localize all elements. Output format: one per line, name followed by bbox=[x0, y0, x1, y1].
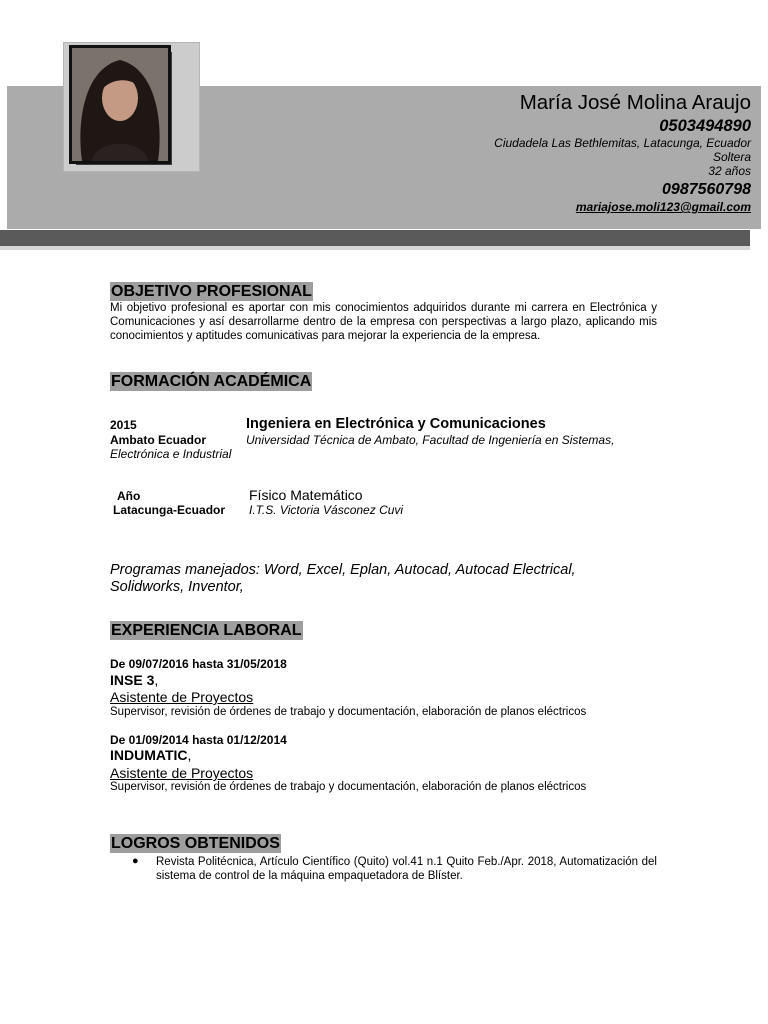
job-dates: De 01/09/2014 hasta 01/12/2014 bbox=[110, 733, 287, 747]
contact-block bbox=[494, 90, 751, 214]
job-description: Supervisor, revisión de órdenes de trabajo y documentación, elaboración de planos eléctricos bbox=[110, 781, 587, 793]
achievement-item: Revista Politécnica, Artículo Científico (Quito) vol.41 n.1 Quito Feb./Apr. 2018, Automatización del sistema de control de la máquina empaquetadora de Blíster. bbox=[156, 856, 657, 882]
education-institution-cont: Electrónica e Industrial bbox=[110, 447, 232, 461]
section-title-logros: LOGROS OBTENIDOS bbox=[111, 835, 280, 852]
job-company-line: INSE 3, bbox=[110, 672, 159, 688]
section-title-objetivo: OBJETIVO PROFESIONAL bbox=[111, 283, 312, 300]
profile-photo bbox=[69, 45, 171, 164]
job-company: INSE 3 bbox=[110, 672, 155, 688]
education-location: Latacunga-Ecuador bbox=[113, 503, 226, 517]
education-year: Año bbox=[117, 489, 141, 503]
candidate-name: María José Molina Araujo bbox=[519, 91, 751, 114]
bullet-icon: ● bbox=[132, 855, 139, 867]
education-location: Ambato Ecuador bbox=[110, 433, 207, 447]
job-role: Asistente de Proyectos bbox=[110, 689, 254, 705]
id-number: 0503494890 bbox=[659, 117, 751, 135]
marital-status: Soltera bbox=[712, 150, 751, 164]
section-title-experiencia: EXPERIENCIA LABORAL bbox=[111, 622, 302, 639]
education-degree: Físico Matemático bbox=[249, 487, 363, 503]
profile-photo-image bbox=[72, 48, 168, 161]
job-role: Asistente de Proyectos bbox=[110, 765, 254, 781]
address: Ciudadela Las Bethlemitas, Latacunga, Ecuador bbox=[494, 136, 751, 150]
job-company-line: INDUMATIC, bbox=[110, 747, 192, 763]
phone-number: 0987560798 bbox=[662, 181, 751, 198]
education-institution: I.T.S. Victoria Vásconez Cuvi bbox=[249, 503, 404, 517]
email-link[interactable]: mariajose.moli123@gmail.com bbox=[575, 200, 751, 214]
age: 32 años bbox=[708, 164, 751, 178]
education-degree: Ingeniera en Electrónica y Comunicaciones bbox=[246, 416, 546, 432]
education-institution: Universidad Técnica de Ambato, Facultad de Ingeniería en Sistemas, bbox=[246, 433, 615, 447]
software-skills-cont: Solidworks, Inventor, bbox=[110, 579, 244, 595]
job-description: Supervisor, revisión de órdenes de trabajo y documentación, elaboración de planos eléctricos bbox=[110, 706, 587, 718]
software-skills: Programas manejados: Word, Excel, Eplan, Autocad, Autocad Electrical, bbox=[110, 562, 576, 578]
header-divider-bar bbox=[0, 230, 750, 246]
objetivo-text: Mi objetivo profesional es aportar con mis conocimientos adquiridos durante mi carrera en Electrónica y Comunicaciones y así desarrollarme dentro de la empresa con perspectivas a largo plazo, aplicando mis conocimientos y aptitudes comunicativas para mejorar la experiencia de la empresa. bbox=[110, 302, 657, 342]
job-dates: De 09/07/2016 hasta 31/05/2018 bbox=[110, 657, 287, 671]
section-title-formacion: FORMACIÓN ACADÉMICA bbox=[111, 373, 312, 390]
header-divider-shadow bbox=[0, 246, 750, 250]
job-company: INDUMATIC bbox=[110, 747, 188, 763]
education-year: 2015 bbox=[110, 418, 137, 432]
